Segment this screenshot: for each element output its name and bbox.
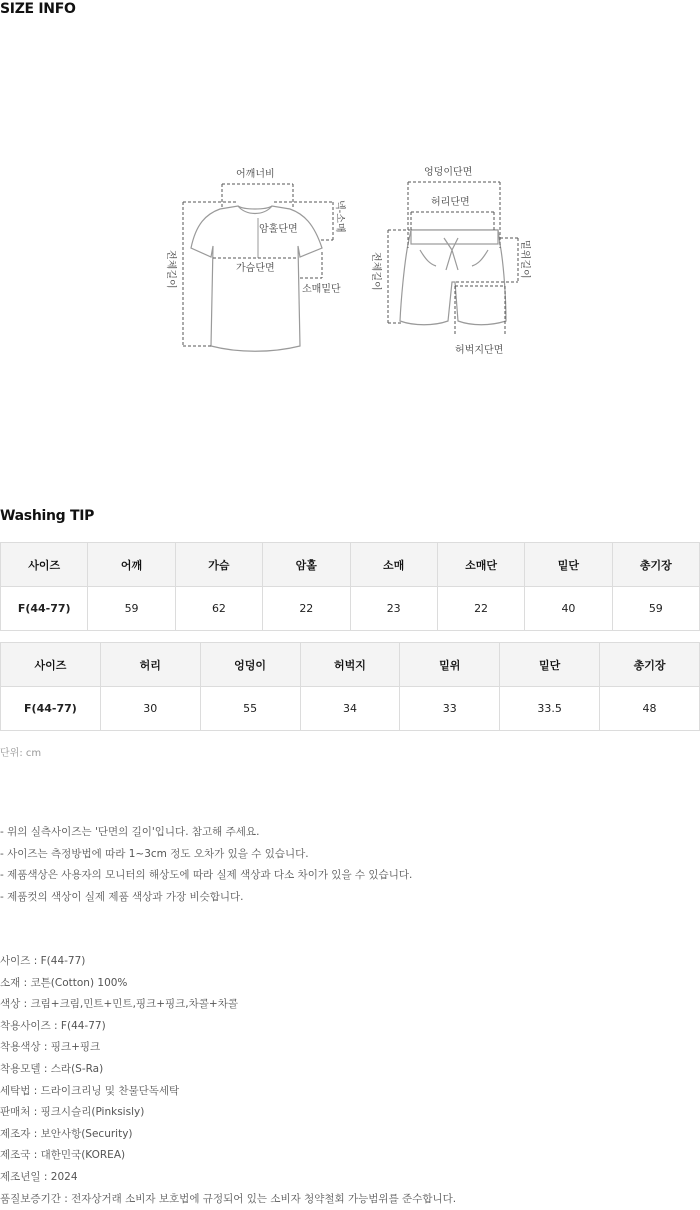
table-cell: 62 (175, 587, 262, 631)
unit-note: 단위: cm (0, 748, 42, 759)
label-neck-sleeve: 넥-소매 (334, 200, 345, 233)
spec-line: 착용사이즈 : F(44-77) (0, 1019, 106, 1032)
table-cell: 33 (400, 687, 500, 731)
table-cell: 34 (300, 687, 400, 731)
table-cell: 23 (350, 587, 437, 631)
table-cell: 33.5 (500, 687, 600, 731)
spec-line: 제조년일 : 2024 (0, 1170, 78, 1183)
label-thigh: 허벅지단면 (455, 345, 504, 356)
label-sleeve-hem: 소매밑단 (302, 284, 341, 295)
table-header-cell: 총기장 (600, 643, 700, 687)
spec-line: 착용모델 : 스라(S-Ra) (0, 1062, 104, 1075)
note-line: - 제품색상은 사용자의 모니터의 해상도에 따라 실제 색상과 다소 차이가 있을 수 있습니다. (0, 869, 413, 882)
label-hip: 엉덩이단면 (424, 167, 473, 178)
table-header-cell: 가슴 (175, 543, 262, 587)
shorts-illustration (400, 230, 506, 325)
label-chest: 가슴단면 (236, 263, 275, 274)
table-header-cell: 소매 (350, 543, 437, 587)
table-header-cell: 밑위 (400, 643, 500, 687)
label-top-total-length: 전체길이 (165, 250, 176, 289)
table-header-cell: 밑단 (525, 543, 612, 587)
table-header-cell: 암홀 (263, 543, 350, 587)
label-rise: 밑위길이 (519, 240, 530, 279)
washing-tip-heading: Washing TIP (0, 508, 95, 524)
table-cell: 55 (200, 687, 300, 731)
table-header-cell: 소매단 (437, 543, 524, 587)
table-header-cell: 사이즈 (1, 643, 101, 687)
spec-line: 품질보증기간 : 전자상거래 소비자 보호법에 규정되어 있는 소비자 청약철회 가능범위를 준수합니다. (0, 1192, 457, 1205)
label-armhole: 암홀단면 (259, 224, 298, 235)
spec-line: 색상 : 크림+크림,민트+민트,핑크+핑크,차콜+차콜 (0, 998, 238, 1011)
table-cell: 48 (600, 687, 700, 731)
size-info-heading: SIZE INFO (0, 1, 76, 17)
table-cell: 22 (437, 587, 524, 631)
table-cell: 40 (525, 587, 612, 631)
bottom-size-table (0, 642, 700, 731)
table-header-cell: 어깨 (88, 543, 175, 587)
table-cell: F(44-77) (1, 687, 101, 731)
note-line: - 제품컷의 색상이 실제 제품 색상과 가장 비슷합니다. (0, 891, 244, 904)
table-row (1, 687, 700, 731)
table-header-cell: 사이즈 (1, 543, 88, 587)
size-notes (0, 822, 412, 909)
product-specs (0, 951, 456, 1210)
table-cell: F(44-77) (1, 587, 88, 631)
table-header-row (1, 643, 700, 687)
table-row (1, 587, 700, 631)
note-line: - 사이즈는 측정방법에 따라 1~3cm 정도 오차가 있을 수 있습니다. (0, 847, 309, 860)
table-header-cell: 허리 (100, 643, 200, 687)
top-size-table (0, 542, 700, 631)
table-header-cell: 밑단 (500, 643, 600, 687)
label-bottom-total-length: 전체길이 (370, 252, 381, 291)
label-waist: 허리단면 (431, 197, 470, 208)
spec-line: 세탁법 : 드라이크리닝 및 찬물단독세탁 (0, 1084, 180, 1097)
table-cell: 22 (263, 587, 350, 631)
spec-line: 소재 : 코튼(Cotton) 100% (0, 976, 128, 989)
table-header-cell: 엉덩이 (200, 643, 300, 687)
table-header-row (1, 543, 700, 587)
spec-line: 사이즈 : F(44-77) (0, 955, 86, 967)
label-shoulder: 어깨너비 (236, 169, 275, 180)
table-cell: 59 (88, 587, 175, 631)
table-header-cell: 총기장 (612, 543, 699, 587)
table-cell: 30 (100, 687, 200, 731)
spec-line: 제조자 : 보안사항(Security) (0, 1127, 133, 1140)
table-cell: 59 (612, 587, 699, 631)
spec-line: 판매처 : 핑크시슬리(Pinksisly) (0, 1106, 145, 1119)
table-header-cell: 허벅지 (300, 643, 400, 687)
note-line: - 위의 실측사이즈는 '단면의 길이'입니다. 참고해 주세요. (0, 826, 260, 838)
measurement-diagram (0, 160, 700, 360)
tshirt-illustration (191, 206, 322, 351)
spec-line: 착용색상 : 핑크+핑크 (0, 1041, 101, 1054)
spec-line: 제조국 : 대한민국(KOREA) (0, 1149, 126, 1162)
